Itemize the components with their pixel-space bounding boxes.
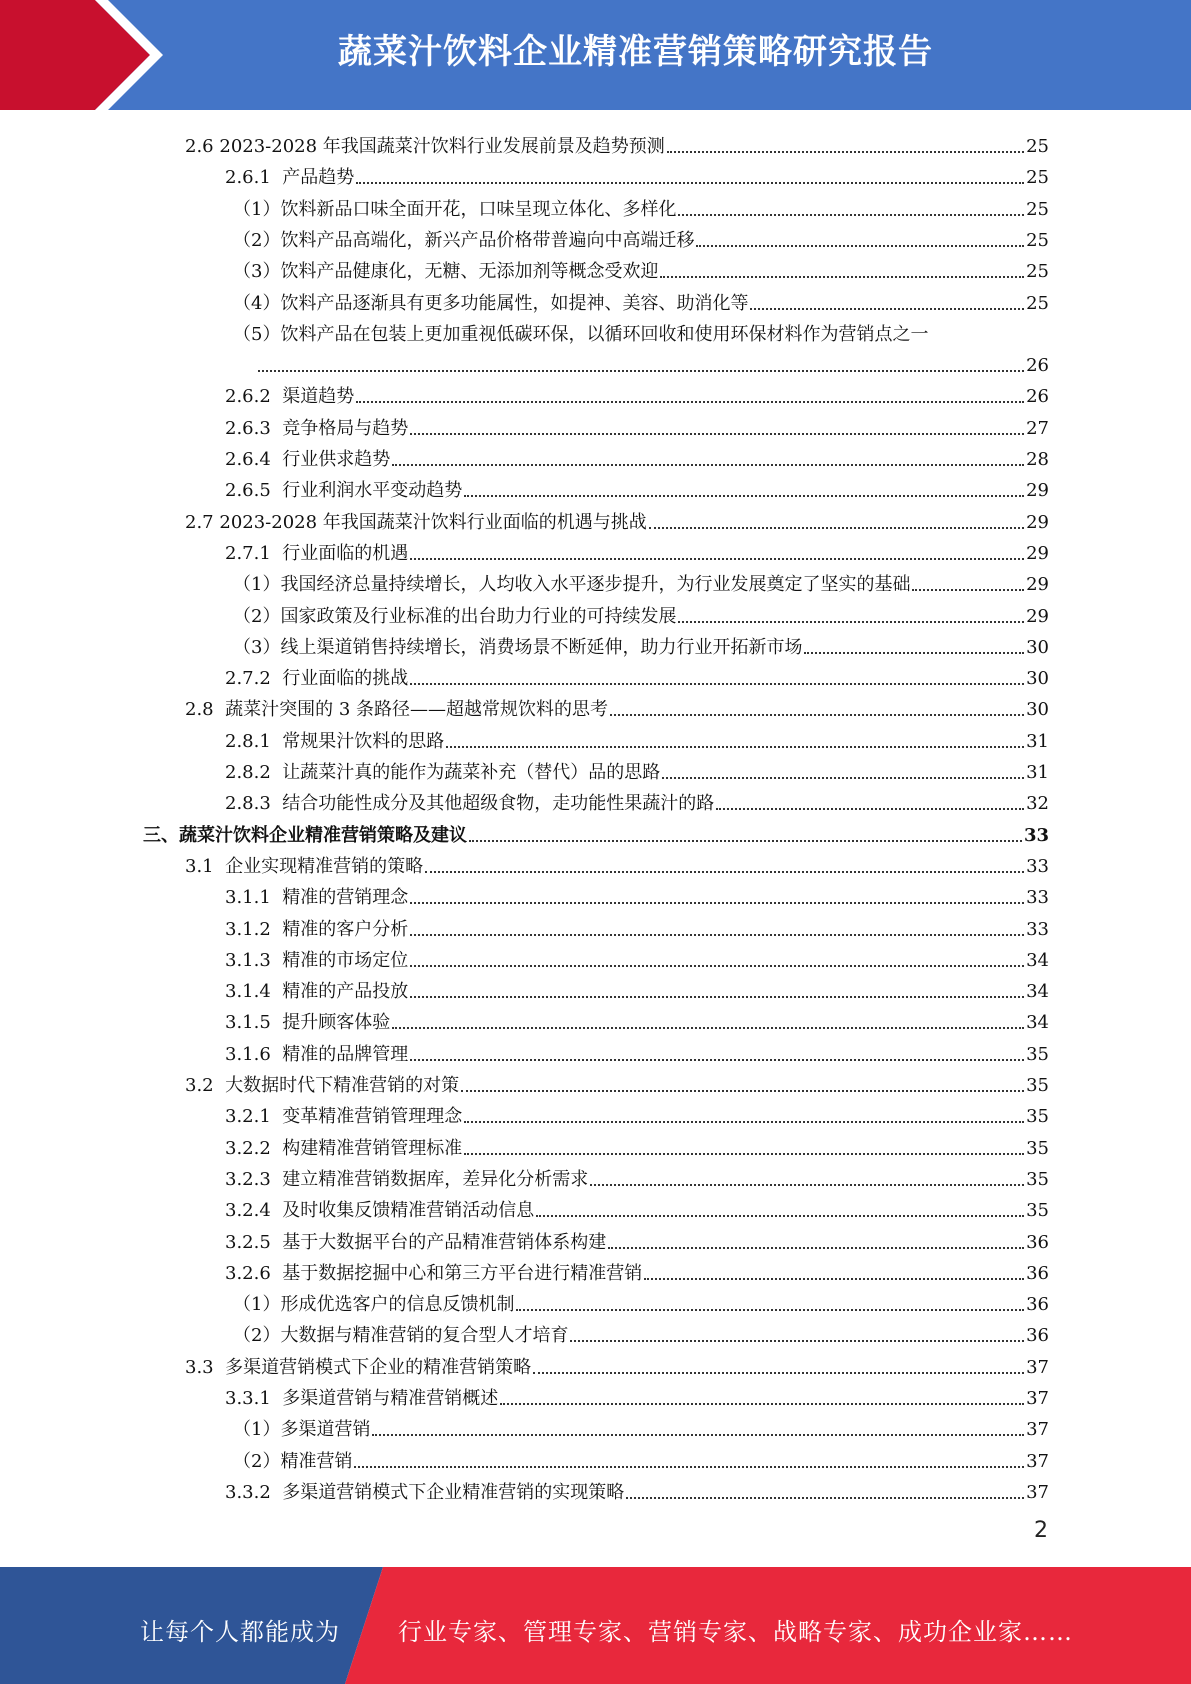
- toc-leader-dots: [716, 808, 1024, 810]
- toc-entry-page: 34: [1026, 1012, 1049, 1034]
- toc-leader-dots: [469, 840, 1022, 842]
- toc-entry-page: 35: [1026, 1168, 1049, 1190]
- toc-leader-dots: [356, 182, 1024, 184]
- toc-entry-page: 37: [1026, 1356, 1049, 1378]
- toc-entry[interactable]: [225, 440, 1049, 471]
- toc-entry-page: 37: [1026, 1419, 1049, 1441]
- toc-entry-page: 33: [1026, 918, 1049, 940]
- toc-entry-number: 三、: [143, 824, 179, 846]
- toc-leader-dots: [750, 308, 1024, 310]
- toc-entry-title: 提升顾客体验: [282, 1012, 391, 1034]
- toc-entry-page: 30: [1026, 668, 1049, 690]
- toc-leader-dots: [608, 1247, 1024, 1249]
- toc-entry[interactable]: [233, 284, 1049, 315]
- toc-entry-page: 36: [1026, 1262, 1049, 1284]
- toc-entry[interactable]: [225, 972, 1049, 1003]
- toc-entry-number: （1）: [233, 574, 281, 596]
- toc-entry-title: 基于数据挖掘中心和第三方平台进行精准营销: [282, 1262, 643, 1284]
- toc-entry-number: 3.3.2: [225, 1481, 271, 1503]
- toc-entry-number: 3.3.1: [225, 1388, 271, 1409]
- toc-leader-dots: [649, 527, 1024, 529]
- toc-leader-dots: [410, 683, 1024, 685]
- toc-entry-title: 饮料产品健康化，无糖、无添加剂等概念受欢迎: [280, 261, 659, 283]
- toc-entry-title: 多渠道营销: [280, 1419, 371, 1441]
- toc-entry-title: 常规果汁饮料的思路: [282, 730, 445, 752]
- toc-entry-page: 26: [1026, 386, 1049, 408]
- toc-entry-page: 37: [1026, 1450, 1049, 1472]
- toc-entry-number: 2.6.4: [225, 449, 271, 470]
- toc-entry-page: 29: [1026, 511, 1049, 533]
- toc-entry-number: 3.1: [185, 855, 214, 877]
- toc-entry-page: 25: [1026, 167, 1049, 189]
- toc-entry[interactable]: [225, 158, 1049, 189]
- toc-entry-title: 行业供求趋势: [282, 449, 391, 470]
- toc-entry-page: 37: [1026, 1481, 1049, 1503]
- toc-entry[interactable]: [185, 1066, 1049, 1097]
- toc-leader-dots: [392, 464, 1024, 466]
- toc-entry[interactable]: [225, 1129, 1049, 1160]
- toc-entry-title: 形成优选客户的信息反馈机制: [280, 1294, 515, 1316]
- toc-leader-dots: [590, 1184, 1024, 1186]
- toc-entry-page: 37: [1026, 1388, 1049, 1409]
- toc-leader-dots: [356, 401, 1024, 403]
- toc-entry[interactable]: [233, 565, 1049, 596]
- toc-entry-page: 36: [1026, 1325, 1049, 1347]
- toc-leader-dots: [258, 370, 1024, 372]
- toc-entry-number: 3.3: [185, 1356, 214, 1378]
- toc-entry[interactable]: [225, 1003, 1049, 1034]
- toc-leader-dots: [570, 1340, 1024, 1342]
- toc-leader-dots: [804, 652, 1024, 654]
- toc-entry-title: 让蔬菜汁真的能作为蔬菜补充（替代）品的思路: [282, 762, 661, 783]
- toc-entry[interactable]: [233, 221, 1049, 252]
- toc-entry-number: 2.7.2: [225, 668, 271, 690]
- toc-entry[interactable]: [225, 1160, 1049, 1191]
- toc-entry-number: （2）: [233, 605, 281, 627]
- toc-entry-page: 33: [1026, 887, 1049, 909]
- toc-entry-title: 行业利润水平变动趋势: [282, 480, 463, 502]
- toc-entry-number: 3.2: [185, 1075, 214, 1096]
- toc-entry[interactable]: [185, 503, 1049, 534]
- toc-entry[interactable]: [225, 753, 1049, 784]
- page-header: [0, 0, 1191, 110]
- toc-entry-number: 2.7: [185, 511, 214, 533]
- toc-entry-page: 31: [1026, 730, 1049, 752]
- toc-entry-title: 蔬菜汁突围的 3 条路径——超越常规饮料的思考: [225, 699, 608, 721]
- toc-leader-dots: [410, 433, 1024, 435]
- toc-entry-page: 35: [1026, 1106, 1049, 1128]
- toc-entry[interactable]: [233, 315, 1040, 346]
- toc-entry-page: 25: [1026, 261, 1049, 283]
- toc-entry-number: 2.8.1: [225, 730, 271, 752]
- report-title: 蔬菜汁饮料企业精准营销策略研究报告: [338, 32, 933, 72]
- toc-entry-title: 饮料产品高端化，新兴产品价格带普遍向中高端迁移: [280, 229, 695, 251]
- toc-entry-number: （1）: [233, 1294, 281, 1316]
- toc-entry-title: 饮料新品口味全面开花，口味呈现立体化、多样化: [280, 198, 677, 220]
- toc-entry[interactable]: [225, 1097, 1049, 1128]
- toc-leader-dots: [464, 1121, 1024, 1123]
- toc-leader-dots: [644, 1278, 1024, 1280]
- toc-entry-title: 基于大数据平台的产品精准营销体系构建: [282, 1231, 607, 1253]
- toc-entry-number: 3.1.1: [225, 887, 271, 909]
- toc-entry-page: 30: [1026, 636, 1049, 658]
- toc-entry-page: 25: [1026, 292, 1049, 314]
- toc-entry-page: 35: [1026, 1075, 1049, 1096]
- toc-entry-title: 精准的客户分析: [282, 918, 409, 940]
- toc-entry[interactable]: [225, 941, 1049, 972]
- toc-entry-number: 2.6.2: [225, 386, 271, 408]
- toc-entry-page: 35: [1026, 1137, 1049, 1159]
- toc-entry-page: 25: [1026, 136, 1049, 157]
- toc-entry[interactable]: [225, 409, 1049, 440]
- toc-leader-dots: [536, 1215, 1024, 1217]
- toc-entry-number: 3.1.2: [225, 918, 271, 940]
- toc-entry-title: 精准的营销理念: [282, 887, 409, 909]
- toc-leader-dots: [461, 1090, 1024, 1092]
- toc-leader-dots: [410, 1059, 1024, 1061]
- toc-entry-title: 我国经济总量持续增长，人均收入水平逐步提升，为行业发展奠定了坚实的基础: [280, 574, 911, 596]
- toc-entry-title: 行业面临的机遇: [282, 542, 409, 564]
- toc-leader-dots: [464, 1153, 1024, 1155]
- toc-entry-page: 28: [1026, 449, 1049, 470]
- toc-entry-number: （2）: [233, 229, 281, 251]
- toc-entry-title: 多渠道营销与精准营销概述: [282, 1388, 499, 1409]
- toc-entry-number: 3.2.2: [225, 1137, 271, 1159]
- toc-leader-dots: [912, 589, 1024, 591]
- toc-entry[interactable]: [233, 1285, 1049, 1316]
- toc-entry-page: 27: [1026, 417, 1049, 439]
- toc-entry-number: （5）: [233, 323, 281, 345]
- toc-entry-title: 精准的市场定位: [282, 949, 409, 971]
- page-number: 2: [1034, 1518, 1048, 1543]
- toc-entry[interactable]: [225, 1223, 1049, 1254]
- toc-entry[interactable]: [225, 878, 1049, 909]
- toc-entry-title: 及时收集反馈精准营销活动信息: [282, 1200, 535, 1222]
- toc-leader-dots: [372, 1434, 1024, 1436]
- toc-entry-title: 国家政策及行业标准的出台助力行业的可持续发展: [280, 605, 677, 627]
- toc-leader-dots: [610, 714, 1024, 716]
- toc-entry[interactable]: [225, 1035, 1049, 1066]
- toc-entry-number: 3.2.5: [225, 1231, 271, 1253]
- toc-entry[interactable]: [225, 1379, 1049, 1410]
- toc-entry-title: 渠道趋势: [282, 386, 355, 408]
- toc-entry-title: 竞争格局与趋势: [282, 417, 409, 439]
- toc-entry[interactable]: [185, 690, 1049, 721]
- toc-entry-number: 2.8.3: [225, 793, 271, 815]
- toc-leader-dots: [410, 934, 1024, 936]
- toc-entry[interactable]: [185, 127, 1049, 158]
- toc-entry-number: 3.2.3: [225, 1168, 271, 1190]
- toc-entry[interactable]: [225, 910, 1049, 941]
- footer-roles: 行业专家、管理专家、营销专家、战略专家、成功企业家……: [398, 1618, 1073, 1646]
- toc-entry-number: （3）: [233, 261, 281, 283]
- toc-entry-number: 2.8.2: [225, 762, 271, 783]
- toc-leader-dots: [500, 1403, 1024, 1405]
- toc-leader-dots: [464, 495, 1024, 497]
- toc-entry-number: 3.1.6: [225, 1043, 271, 1065]
- toc-entry-title: 饮料产品在包装上更加重视低碳环保，以循环回收和使用环保材料作为营销点之一: [280, 323, 929, 345]
- toc-entry-title: 结合功能性成分及其他超级食物，走功能性果蔬汁的路: [282, 793, 715, 815]
- toc-entry-number: 2.6.1: [225, 167, 271, 189]
- toc-entry[interactable]: [233, 628, 1049, 659]
- toc-entry[interactable]: [225, 471, 1049, 502]
- toc-entry[interactable]: [143, 816, 1049, 847]
- toc-entry[interactable]: [225, 1191, 1049, 1222]
- toc-entry-page: 25: [1026, 229, 1049, 251]
- toc-entry-number: 3.2.4: [225, 1200, 271, 1222]
- toc-leader-dots: [516, 1309, 1024, 1311]
- toc-leader-dots: [446, 746, 1024, 748]
- toc-entry[interactable]: [225, 377, 1049, 408]
- toc-entry-page: 29: [1026, 480, 1049, 502]
- toc-entry-title: 行业面临的挑战: [282, 668, 409, 690]
- toc-entry[interactable]: [225, 534, 1049, 565]
- toc-entry-title: 精准的产品投放: [282, 981, 409, 1003]
- toc-leader-dots: [410, 965, 1024, 967]
- toc-leader-dots: [678, 214, 1024, 216]
- toc-entry-title: 大数据与精准营销的复合型人才培育: [280, 1325, 569, 1347]
- toc-entry-number: 2.6.3: [225, 417, 271, 439]
- toc-entry-number: 2.7.1: [225, 542, 271, 564]
- toc-entry-number: 3.1.4: [225, 981, 271, 1003]
- footer-slogan: 让每个人都能成为: [140, 1618, 340, 1646]
- toc-entry-number: （1）: [233, 198, 281, 220]
- toc-entry-number: 3.1.5: [225, 1012, 271, 1034]
- toc-entry-number: （2）: [233, 1450, 281, 1472]
- toc-leader-dots: [667, 151, 1024, 153]
- toc-entry[interactable]: [225, 1473, 1049, 1504]
- toc-entry[interactable]: [225, 722, 1049, 753]
- toc-entry-number: 3.2.1: [225, 1106, 271, 1128]
- toc-entry-title: 精准的品牌管理: [282, 1043, 409, 1065]
- toc-leader-dots: [660, 276, 1024, 278]
- toc-entry-page: 25: [1026, 198, 1049, 220]
- toc-leader-dots: [626, 1497, 1024, 1499]
- toc-entry[interactable]: [233, 252, 1049, 283]
- toc-entry-page: 30: [1026, 699, 1049, 721]
- toc-entry[interactable]: [233, 190, 1049, 221]
- toc-entry-title: 建立精准营销数据库，差异化分析需求: [282, 1168, 589, 1190]
- toc-entry-title: 多渠道营销模式下企业精准营销的实现策略: [282, 1481, 625, 1503]
- toc-entry-title: 产品趋势: [282, 167, 355, 189]
- toc-entry-number: 2.8: [185, 699, 214, 721]
- toc-entry-page: 34: [1026, 981, 1049, 1003]
- toc-entry-title: 企业实现精准营销的策略: [225, 855, 424, 877]
- toc-entry-title: 蔬菜汁饮料企业精准营销策略及建议: [179, 824, 467, 846]
- toc-entry-number: （4）: [233, 292, 281, 314]
- toc-entry-page: 31: [1026, 762, 1049, 783]
- toc-entry-title: 构建精准营销管理标准: [282, 1137, 463, 1159]
- toc-leader-dots: [392, 1027, 1024, 1029]
- toc-entry-page: 29: [1026, 605, 1049, 627]
- toc-entry-title: 多渠道营销模式下企业的精准营销策略: [225, 1356, 532, 1378]
- toc-entry-page: 33: [1026, 855, 1049, 877]
- toc-entry-page: 29: [1026, 574, 1049, 596]
- toc-entry-number: （3）: [233, 636, 281, 658]
- toc-leader-dots: [533, 1372, 1024, 1374]
- toc-entry-page: 36: [1026, 1231, 1049, 1253]
- toc-leader-dots: [410, 558, 1024, 560]
- toc-entry-page: 36: [1026, 1294, 1049, 1316]
- toc-entry-title: 饮料产品逐渐具有更多功能属性，如提神、美容、助消化等: [280, 292, 749, 314]
- toc-entry-page: 35: [1026, 1200, 1049, 1222]
- toc-entry-number: （1）: [233, 1419, 281, 1441]
- toc-entry-title: 精准营销: [280, 1450, 353, 1472]
- toc-entry-page: 33: [1023, 824, 1049, 846]
- toc-entry[interactable]: [233, 1410, 1049, 1441]
- toc-entry-continuation[interactable]: [258, 346, 1049, 377]
- toc-leader-dots: [354, 1466, 1024, 1468]
- toc-entry-title: 线上渠道销售持续增长，消费场景不断延伸，助力行业开拓新市场: [280, 636, 803, 658]
- toc-entry-number: 3.2.6: [225, 1262, 271, 1284]
- toc-entry-page: 26: [1026, 355, 1049, 377]
- toc-entry[interactable]: [225, 659, 1049, 690]
- toc-leader-dots: [662, 777, 1024, 779]
- toc-entry[interactable]: [185, 1348, 1049, 1379]
- toc-entry-number: 2.6: [185, 136, 214, 157]
- toc-entry-page: 35: [1026, 1043, 1049, 1065]
- toc-entry[interactable]: [185, 847, 1049, 878]
- toc-entry-number: 2.6.5: [225, 480, 271, 502]
- toc-entry-title: 大数据时代下精准营销的对策: [225, 1075, 460, 1096]
- toc-entry[interactable]: [233, 1316, 1049, 1347]
- toc-entry-number: （2）: [233, 1325, 281, 1347]
- toc-entry-title: 2023-2028 年我国蔬菜汁饮料行业发展前景及趋势预测: [219, 136, 665, 157]
- toc-leader-dots: [410, 902, 1024, 904]
- toc-entry[interactable]: [233, 597, 1049, 628]
- toc-entry-number: 3.1.3: [225, 949, 271, 971]
- toc-leader-dots: [425, 871, 1024, 873]
- toc-entry-page: 29: [1026, 542, 1049, 564]
- toc-leader-dots: [410, 996, 1024, 998]
- toc-entry[interactable]: [225, 784, 1049, 815]
- toc-leader-dots: [696, 245, 1024, 247]
- toc-entry[interactable]: [225, 1254, 1049, 1285]
- toc-entry[interactable]: [233, 1442, 1049, 1473]
- toc-entry-title: 2023-2028 年我国蔬菜汁饮料行业面临的机遇与挑战: [219, 511, 647, 533]
- toc-entry-title: 变革精准营销管理理念: [282, 1106, 463, 1128]
- toc-entry-page: 32: [1026, 793, 1049, 815]
- toc-entry-page: 34: [1026, 949, 1049, 971]
- toc-leader-dots: [678, 621, 1024, 623]
